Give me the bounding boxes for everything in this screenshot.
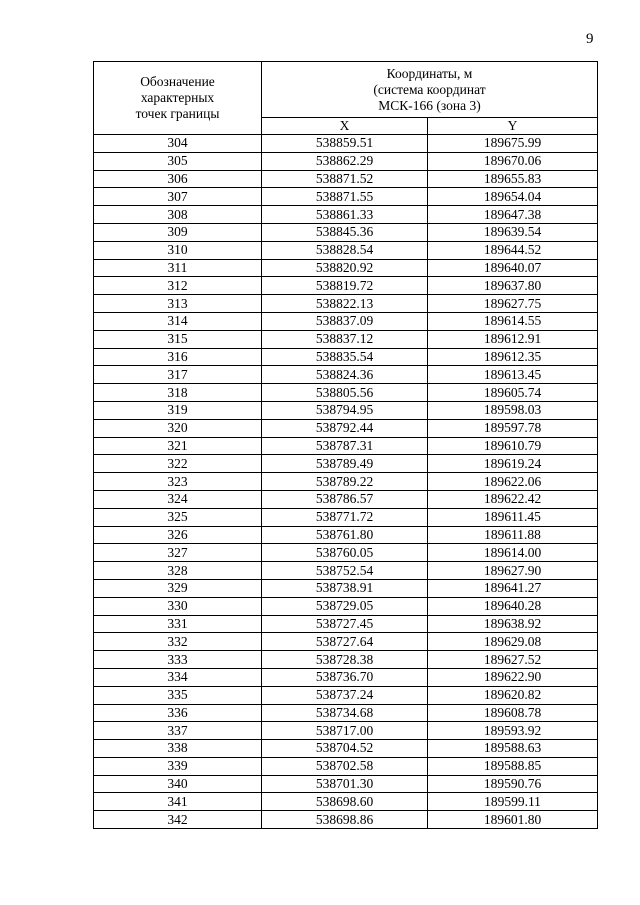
point-cell: 305 <box>94 152 262 170</box>
point-cell: 321 <box>94 437 262 455</box>
table-row <box>94 401 598 419</box>
point-cell: 322 <box>94 455 262 473</box>
table-row <box>94 188 598 206</box>
point-header-line: точек границы <box>135 106 220 121</box>
point-cell: 328 <box>94 562 262 580</box>
x-cell: 538822.13 <box>262 295 428 313</box>
x-cell: 538820.92 <box>262 259 428 277</box>
x-cell: 538727.45 <box>262 615 428 633</box>
coordinates-table <box>93 61 598 829</box>
point-cell: 329 <box>94 579 262 597</box>
table-row <box>94 259 598 277</box>
table-row <box>94 775 598 793</box>
table-row <box>94 579 598 597</box>
x-cell: 538734.68 <box>262 704 428 722</box>
y-cell: 189614.55 <box>428 312 598 330</box>
x-cell: 538771.72 <box>262 508 428 526</box>
point-cell: 337 <box>94 722 262 740</box>
x-column-header: X <box>262 118 428 135</box>
x-cell: 538861.33 <box>262 206 428 224</box>
x-cell: 538761.80 <box>262 526 428 544</box>
x-cell: 538794.95 <box>262 401 428 419</box>
x-cell: 538752.54 <box>262 562 428 580</box>
table-row <box>94 793 598 811</box>
x-cell: 538736.70 <box>262 668 428 686</box>
point-cell: 310 <box>94 241 262 259</box>
table-row <box>94 437 598 455</box>
y-cell: 189641.27 <box>428 579 598 597</box>
x-cell: 538698.60 <box>262 793 428 811</box>
x-cell: 538737.24 <box>262 686 428 704</box>
y-cell: 189598.03 <box>428 401 598 419</box>
table-row <box>94 686 598 704</box>
x-cell: 538789.49 <box>262 455 428 473</box>
table-row <box>94 651 598 669</box>
y-cell: 189622.06 <box>428 473 598 491</box>
y-cell: 189613.45 <box>428 366 598 384</box>
page-number: 9 <box>586 31 594 47</box>
y-cell: 189627.90 <box>428 562 598 580</box>
table-row <box>94 508 598 526</box>
point-cell: 333 <box>94 651 262 669</box>
point-cell: 324 <box>94 490 262 508</box>
x-cell: 538787.31 <box>262 437 428 455</box>
point-header-line: характерных <box>140 90 215 105</box>
y-cell: 189629.08 <box>428 633 598 651</box>
point-cell: 311 <box>94 259 262 277</box>
x-cell: 538828.54 <box>262 241 428 259</box>
x-cell: 538717.00 <box>262 722 428 740</box>
y-cell: 189644.52 <box>428 241 598 259</box>
x-cell: 538701.30 <box>262 775 428 793</box>
point-cell: 317 <box>94 366 262 384</box>
table-row <box>94 348 598 366</box>
table-row <box>94 668 598 686</box>
x-cell: 538760.05 <box>262 544 428 562</box>
point-cell: 312 <box>94 277 262 295</box>
table-row <box>94 615 598 633</box>
point-cell: 334 <box>94 668 262 686</box>
x-cell: 538789.22 <box>262 473 428 491</box>
point-header-line: Обозначение <box>140 74 215 89</box>
table-row <box>94 135 598 153</box>
y-cell: 189654.04 <box>428 188 598 206</box>
table-row <box>94 419 598 437</box>
y-cell: 189637.80 <box>428 277 598 295</box>
coords-header-line: МСК-166 (зона 3) <box>378 97 481 113</box>
table-row <box>94 704 598 722</box>
point-cell: 306 <box>94 170 262 188</box>
table-row <box>94 170 598 188</box>
y-cell: 189639.54 <box>428 223 598 241</box>
point-cell: 318 <box>94 384 262 402</box>
point-cell: 332 <box>94 633 262 651</box>
point-cell: 340 <box>94 775 262 793</box>
x-cell: 538819.72 <box>262 277 428 295</box>
x-cell: 538837.09 <box>262 312 428 330</box>
x-cell: 538698.86 <box>262 811 428 829</box>
table-row <box>94 241 598 259</box>
y-cell: 189647.38 <box>428 206 598 224</box>
table-row <box>94 384 598 402</box>
table-header <box>94 62 598 135</box>
point-cell: 320 <box>94 419 262 437</box>
table-row <box>94 366 598 384</box>
y-cell: 189611.88 <box>428 526 598 544</box>
table-row <box>94 526 598 544</box>
y-cell: 189619.24 <box>428 455 598 473</box>
point-designation-header <box>94 62 262 135</box>
point-cell: 325 <box>94 508 262 526</box>
point-cell: 339 <box>94 757 262 775</box>
table-row <box>94 757 598 775</box>
table-row <box>94 490 598 508</box>
table-row <box>94 206 598 224</box>
coords-header-line: (система координат <box>373 81 486 97</box>
y-cell: 189675.99 <box>428 135 598 153</box>
table-row <box>94 152 598 170</box>
x-cell: 538845.36 <box>262 223 428 241</box>
point-cell: 342 <box>94 811 262 829</box>
y-cell: 189588.63 <box>428 740 598 758</box>
point-cell: 330 <box>94 597 262 615</box>
point-cell: 315 <box>94 330 262 348</box>
y-cell: 189610.79 <box>428 437 598 455</box>
x-cell: 538738.91 <box>262 579 428 597</box>
y-column-header: Y <box>428 118 598 135</box>
coords-header-line: Координаты, м <box>386 65 473 81</box>
y-cell: 189640.07 <box>428 259 598 277</box>
y-cell: 189612.35 <box>428 348 598 366</box>
x-cell: 538862.29 <box>262 152 428 170</box>
point-cell: 338 <box>94 740 262 758</box>
table-row <box>94 295 598 313</box>
point-cell: 323 <box>94 473 262 491</box>
point-cell: 326 <box>94 526 262 544</box>
table-row <box>94 455 598 473</box>
y-cell: 189622.42 <box>428 490 598 508</box>
point-cell: 316 <box>94 348 262 366</box>
y-cell: 189627.75 <box>428 295 598 313</box>
y-cell: 189622.90 <box>428 668 598 686</box>
point-cell: 307 <box>94 188 262 206</box>
point-cell: 304 <box>94 135 262 153</box>
x-cell: 538871.55 <box>262 188 428 206</box>
x-cell: 538786.57 <box>262 490 428 508</box>
point-cell: 331 <box>94 615 262 633</box>
table-row <box>94 597 598 615</box>
x-cell: 538835.54 <box>262 348 428 366</box>
point-cell: 309 <box>94 223 262 241</box>
y-cell: 189612.91 <box>428 330 598 348</box>
table-row <box>94 562 598 580</box>
x-cell: 538859.51 <box>262 135 428 153</box>
y-cell: 189640.28 <box>428 597 598 615</box>
y-cell: 189593.92 <box>428 722 598 740</box>
point-cell: 308 <box>94 206 262 224</box>
table-row <box>94 330 598 348</box>
table-row <box>94 740 598 758</box>
x-cell: 538837.12 <box>262 330 428 348</box>
point-cell: 327 <box>94 544 262 562</box>
y-cell: 189670.06 <box>428 152 598 170</box>
table-row <box>94 473 598 491</box>
point-cell: 335 <box>94 686 262 704</box>
point-cell: 319 <box>94 401 262 419</box>
y-cell: 189588.85 <box>428 757 598 775</box>
table-row <box>94 722 598 740</box>
x-cell: 538728.38 <box>262 651 428 669</box>
table-row <box>94 223 598 241</box>
y-cell: 189620.82 <box>428 686 598 704</box>
y-cell: 189627.52 <box>428 651 598 669</box>
x-cell: 538729.05 <box>262 597 428 615</box>
y-cell: 189614.00 <box>428 544 598 562</box>
table-row <box>94 811 598 829</box>
x-cell: 538702.58 <box>262 757 428 775</box>
coordinates-header <box>262 62 598 118</box>
point-cell: 341 <box>94 793 262 811</box>
y-cell: 189611.45 <box>428 508 598 526</box>
y-cell: 189608.78 <box>428 704 598 722</box>
x-cell: 538824.36 <box>262 366 428 384</box>
y-cell: 189599.11 <box>428 793 598 811</box>
y-cell: 189605.74 <box>428 384 598 402</box>
table-row <box>94 633 598 651</box>
point-cell: 313 <box>94 295 262 313</box>
x-cell: 538704.52 <box>262 740 428 758</box>
point-cell: 314 <box>94 312 262 330</box>
table-row <box>94 312 598 330</box>
table-row <box>94 544 598 562</box>
y-cell: 189601.80 <box>428 811 598 829</box>
y-cell: 189597.78 <box>428 419 598 437</box>
y-cell: 189590.76 <box>428 775 598 793</box>
x-cell: 538792.44 <box>262 419 428 437</box>
table-row <box>94 277 598 295</box>
x-cell: 538805.56 <box>262 384 428 402</box>
y-cell: 189655.83 <box>428 170 598 188</box>
table-body <box>94 135 598 829</box>
x-cell: 538871.52 <box>262 170 428 188</box>
x-cell: 538727.64 <box>262 633 428 651</box>
y-cell: 189638.92 <box>428 615 598 633</box>
point-cell: 336 <box>94 704 262 722</box>
